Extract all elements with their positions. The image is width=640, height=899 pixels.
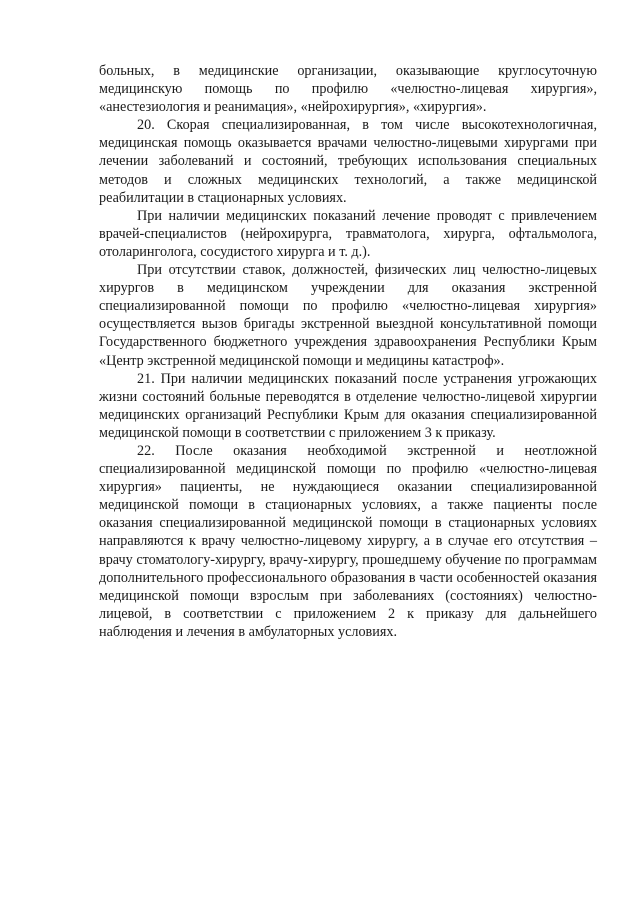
paragraph-continuation: больных, в медицинские организации, оказывающие круглосуточную медицинскую помощь по профилю «челюстно-лицевая хирургия», «анестезиология и реанимация», «нейрохирургия», «хирургия». [99,63,597,116]
paragraph-item-20: 20. Скорая специализированная, в том числе высокотехнологичная, медицинская помощь оказывается врачами челюстно-лицевыми хирургами при лечении заболеваний и состояний, требующих использования специальных методов и сложных медицинских технологий, а также медицинской реабилитации в стационарных условиях. [99,117,597,206]
paragraph-specialists: При наличии медицинских показаний лечение проводят с привлечением врачей-специалистов (нейрохирурга, травматолога, хирурга, офтальмолога, отоларинголога, сосудистого хирурга и т. д.). [99,207,597,260]
paragraph-emergency-call: При отсутствии ставок, должностей, физических лиц челюстно-лицевых хирургов в медицинском учреждении для оказания экстренной специализированной помощи по профилю «челюстно-лицевая хирургия» осуществляется вызов бригады экстренной выездной консультативной помощи Государственного бюджетного учреждения здравоохранения Республики Крым «Центр экстренной медицинской помощи и медицины катастроф». [99,262,597,369]
paragraph-item-21: 21. При наличии медицинских показаний после устранения угрожающих жизни состояний больные переводятся в отделение челюстно-лицевой хирургии медицинских организаций Республики Крым для оказания специализированной медицинской помощи в соответствии с приложением 3 к приказу. [99,370,597,441]
paragraph-item-22: 22. После оказания необходимой экстренной и неотложной специализированной медицинской помощи по профилю «челюстно-лицевая хирургия» пациенты, не нуждающиеся оказании специализированной медицинской помощи в стационарных условиях, а также пациенты после оказания специализированной медицинской помощи в стационарных условиях направляются к врачу челюстно-лицевому хирургу, а в случае его отсутствия – врачу стоматологу-хирургу, врачу-хирургу, прошедшему обучение по программам дополнительного профессионального образования в части особенностей оказания медицинской помощи взрослым при заболеваниях (состояниях) челюстно-лицевой, в соответствии с приложением 2 к приказу для дальнейшего наблюдения и лечения в амбулаторных условиях. [99,442,597,640]
document-body [99,62,597,641]
